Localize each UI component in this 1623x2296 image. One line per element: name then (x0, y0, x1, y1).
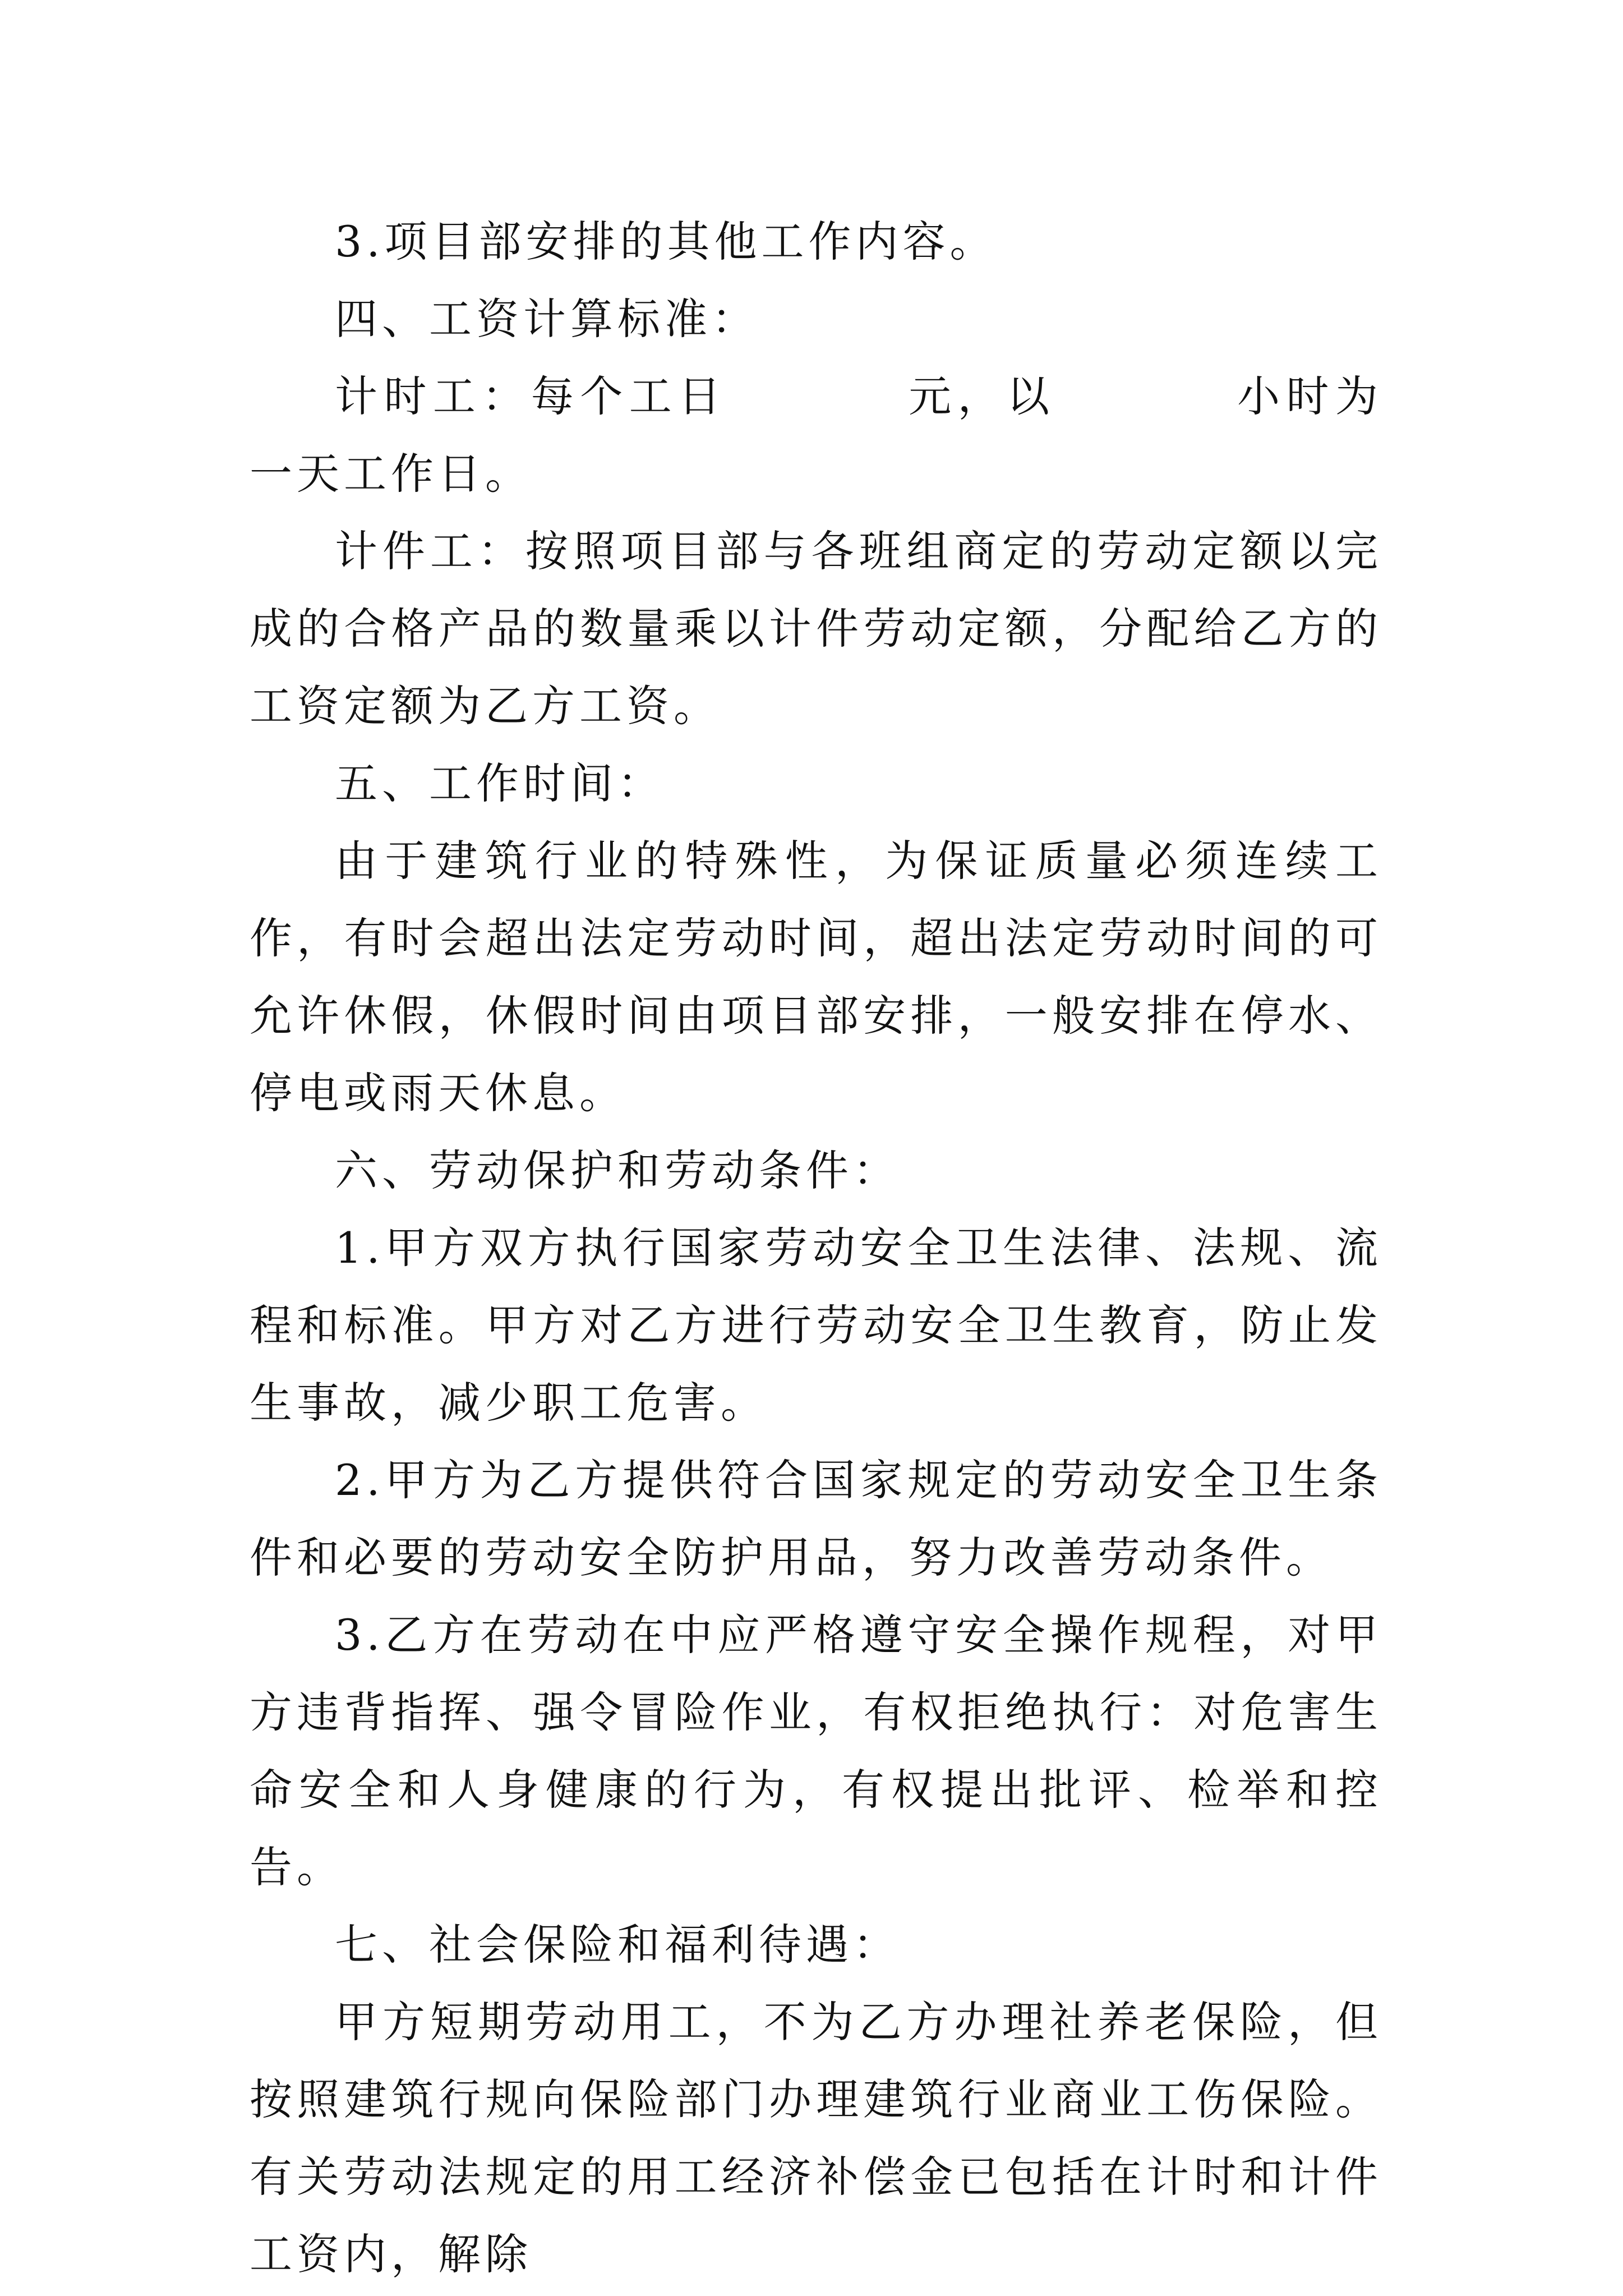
section-heading-social-insurance: 七、社会保险和福利待遇： (335, 1920, 900, 1970)
paragraph-protection-1: 1.甲方双方执行国家劳动安全卫生法律、法规、流程和标准。甲方对乙方进行劳动安全卫生教育，防止发生事故，减少职工危害。 (250, 1223, 1382, 1428)
paragraph-protection-3: 3.乙方在劳动在中应严格遵守安全操作规程，对甲方违背指挥、强令冒险作业，有权拒绝执行：对危害生命安全和人身健康的行为，有权提出批评、检举和控告。 (250, 1610, 1382, 1892)
paragraph-social-insurance: 甲方短期劳动用工，不为乙方办理社养老保险，但按照建筑行规向保险部门办理建筑行业商业工伤保险。有关劳动法规定的用工经济补偿金已包括在计时和计件工资内，解除 (250, 1997, 1382, 2279)
paragraph-other-work: 3.项目部安排的其他工作内容。 (335, 217, 997, 266)
document-body (250, 203, 1382, 2293)
section-heading-labor-protection: 六、劳动保护和劳动条件： (335, 1145, 900, 1195)
section-heading-wage-standard: 四、工资计算标准： (335, 294, 759, 344)
hourly-work-suffix: 小时为一天工作日。 (250, 371, 1383, 499)
paragraph-work-time: 由于建筑行业的特殊性，为保证质量必须连续工作，有时会超出法定劳动时间，超出法定劳动时间的可允许休假，休假时间由项目部安排，一般安排在停水、停电或雨天休息。 (250, 836, 1382, 1118)
hourly-work-label: 计时工：每个工日 (335, 371, 727, 421)
paragraph-piece-work: 计件工：按照项目部与各班组商定的劳动定额以完成的合格产品的数量乘以计件劳动定额，分配给乙方的工资定额为乙方工资。 (250, 526, 1382, 731)
paragraph-hourly-work (250, 358, 1382, 513)
hourly-work-unit: 元，以 (906, 371, 1056, 421)
section-heading-work-time: 五、工作时间： (335, 758, 665, 808)
paragraph-protection-2: 2.甲方为乙方提供符合国家规定的劳动安全卫生条件和必要的劳动安全防护用品，努力改善劳动条件。 (250, 1455, 1382, 1582)
